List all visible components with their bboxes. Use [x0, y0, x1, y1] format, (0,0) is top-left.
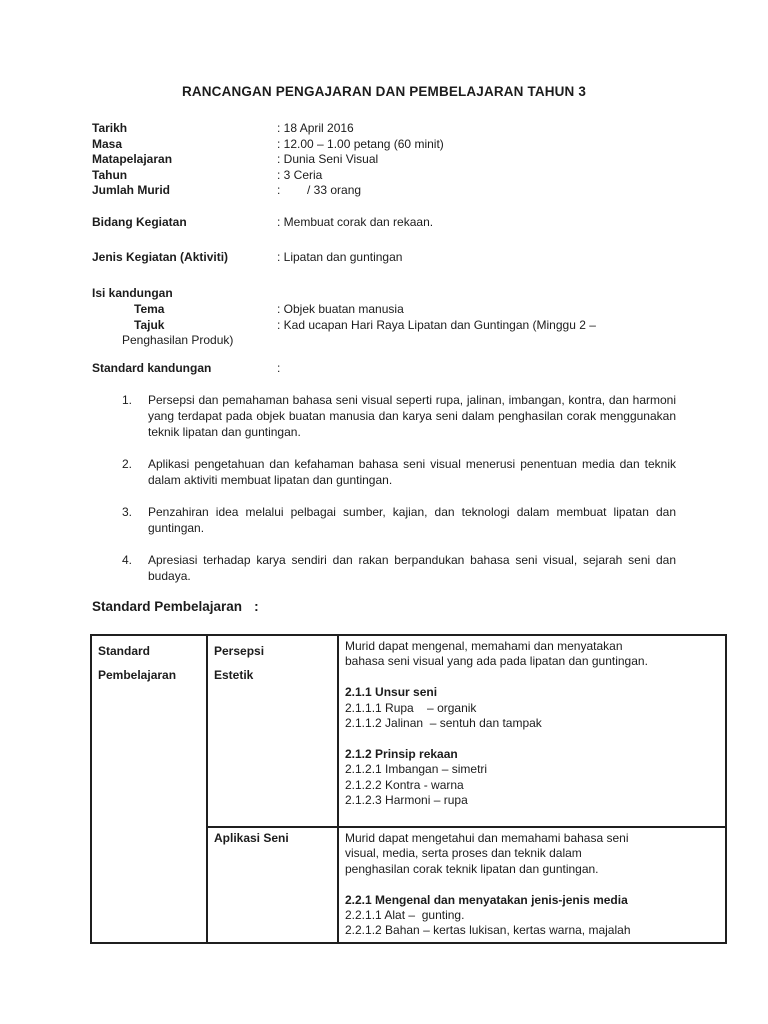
standard-pembelajaran-label: Standard Pembelajaran [92, 599, 243, 614]
lesson-info-block [92, 121, 684, 199]
info-row-jumlah-murid [92, 183, 684, 199]
info-row-matapelajaran [92, 152, 684, 168]
info-value: : Dunia Seni Visual [277, 152, 379, 166]
info-label: Tahun [92, 167, 128, 182]
jenis-kegiatan-row [92, 250, 684, 266]
standard-kandungan-label: Standard kandungan [92, 361, 212, 375]
tajuk-row [92, 318, 684, 334]
standard-kandungan-colon: : [277, 361, 281, 375]
list-item-text: Persepsi dan pemahaman bahasa seni visual seperti rupa, jalinan, imbangan, kontra, dan harmoni yang terdapat pada objek buatan manusia dan karya seni dalam penghasilan corak menggunakan teknik lipatan dan guntingan. [148, 393, 676, 439]
info-label: Masa [92, 136, 123, 151]
list-item-text: Penzahiran idea melalui pelbagai sumber, kajian, dan teknologi dalam membuat lipatan dan guntingan. [148, 505, 676, 535]
standard-pembelajaran-table [90, 634, 727, 944]
info-value: : / 33 orang [277, 183, 362, 197]
info-row-masa [92, 137, 684, 153]
info-row-tarikh [92, 121, 684, 137]
tema-label: Tema [134, 302, 165, 316]
tajuk-label: Tajuk [134, 318, 165, 332]
list-item [122, 393, 676, 440]
list-item-number: 3. [122, 505, 133, 519]
standard-pembelajaran-heading [92, 599, 259, 615]
info-label: Tarikh [92, 121, 128, 135]
standard-kandungan-row [92, 361, 684, 377]
page-title: RANCANGAN PENGAJARAN DAN PEMBELAJARAN TAHUN 3 [181, 84, 587, 99]
info-value: : 18 April 2016 [277, 121, 354, 135]
table-row [91, 635, 726, 827]
jenis-kegiatan-label: Jenis Kegiatan (Aktiviti) [92, 250, 229, 264]
bidang-kegiatan-label: Bidang Kegiatan [92, 215, 187, 229]
info-label: Jumlah Murid [92, 183, 171, 197]
list-item [122, 505, 676, 537]
bidang-kegiatan-row [92, 215, 684, 231]
info-value: : 12.00 – 1.00 petang (60 minit) [277, 136, 444, 151]
list-item [122, 553, 676, 585]
list-item-text: Aplikasi pengetahuan dan kefahaman bahasa seni visual menerusi penentuan media dan teknik dalam aktiviti membuat lipatan dan guntingan. [148, 457, 676, 487]
tema-row [92, 302, 684, 318]
list-item-number: 4. [122, 553, 133, 567]
jenis-kegiatan-value: : Lipatan dan guntingan [277, 250, 403, 264]
list-item [122, 457, 676, 489]
list-item-text: Apresiasi terhadap karya sendiri dan rakan berpandukan bahasa seni visual, sejarah seni dan budaya. [148, 553, 676, 583]
cell-persepsi-estetik-content: Murid dapat mengenal, memahami dan menyatakan bahasa seni visual yang ada pada lipatan dan guntingan. 2.1.1 Unsur seni 2.1.1.1 Rupa – organik 2.1.1.2 Jalinan – sentuh dan tampak 2.1.2 Prinsip rekaan 2.1.2.1 Imbangan – simetri 2.1.2.2 Kontra - warna 2.1.2.3 Harmoni – rupa [338, 635, 726, 827]
standard-pembelajaran-colon: : [254, 599, 259, 614]
list-item-number: 1. [122, 393, 133, 407]
cell-standard-pembelajaran: Standard Pembelajaran [91, 635, 207, 943]
tema-value: : Objek buatan manusia [277, 302, 404, 316]
info-row-tahun [92, 168, 684, 184]
tajuk-continuation: Penghasilan Produk) [122, 333, 234, 347]
info-label: Matapelajaran [92, 152, 173, 166]
cell-aplikasi-seni: Aplikasi Seni [207, 827, 338, 943]
cell-aplikasi-seni-content: Murid dapat mengetahui dan memahami bahasa seni visual, media, serta proses dan teknik dalam penghasilan corak teknik lipatan dan guntingan. 2.2.1 Mengenal dan menyatakan jenis-jenis media 2.2.1.1 Alat – gunting. 2.2.1.2 Bahan – kertas lukisan, kertas warna, majalah [338, 827, 726, 943]
list-item-number: 2. [122, 457, 133, 471]
cell-persepsi-estetik: Persepsi Estetik [207, 635, 338, 827]
info-value: : 3 Ceria [277, 167, 323, 182]
tajuk-value: : Kad ucapan Hari Raya Lipatan dan Guntingan (Minggu 2 – [277, 318, 596, 332]
bidang-kegiatan-value: : Membuat corak dan rekaan. [277, 215, 434, 229]
isi-kandungan-heading: Isi kandungan [92, 286, 173, 300]
